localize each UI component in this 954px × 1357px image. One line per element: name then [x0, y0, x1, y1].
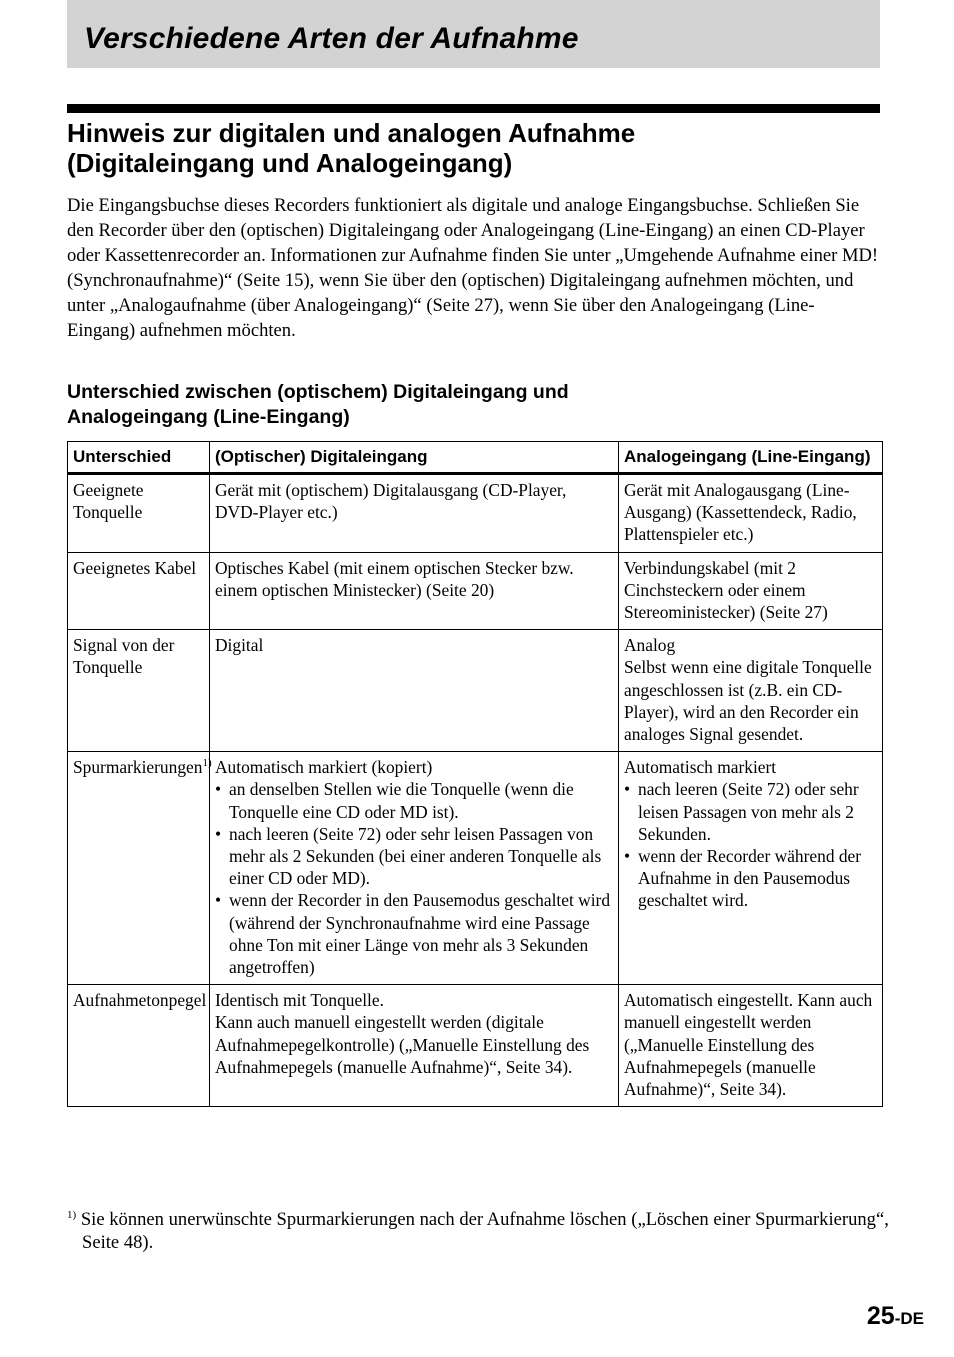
digital-cell: Optisches Kabel (mit einem optischen Stecker bzw. einem optischen Ministecker) (Seite 20): [210, 552, 619, 630]
page-number: [867, 1302, 924, 1331]
table-row: [68, 552, 883, 630]
row-label: Aufnahmetonpegel: [68, 985, 210, 1107]
analog-cell: Verbindungskabel (mit 2 Cinchsteckern oder einem Stereoministecker) (Seite 27): [619, 552, 883, 630]
header-unterschied: Unterschied: [68, 442, 210, 474]
digital-cell: [210, 985, 619, 1107]
table-row: [68, 985, 883, 1107]
comparison-table: [67, 441, 883, 1107]
bullet-item: • wenn der Recorder in den Pausemodus geschaltet wird (während der Synchronaufnahme wird eine Passage ohne Ton mit einer Länge von mehr als 3 Sekunden angetroffen): [215, 889, 614, 978]
table-row: [68, 752, 883, 985]
footnote: [67, 1208, 897, 1254]
header-analog: Analogeingang (Line-Eingang): [619, 442, 883, 474]
table-row: [68, 630, 883, 752]
table-header-row: [68, 442, 883, 474]
analog-cell: [619, 752, 883, 985]
digital-cell: Digital: [210, 630, 619, 752]
chapter-title: Verschiedene Arten der Aufnahme: [84, 22, 579, 55]
section-rule: [67, 104, 880, 113]
analog-cell: [619, 630, 883, 752]
digital-cell-line1: Identisch mit Tonquelle.: [215, 990, 384, 1011]
analog-cell-line1: Analog: [624, 635, 676, 656]
analog-cell-intro: Automatisch markiert: [624, 757, 777, 778]
bullet-item: • nach leeren (Seite 72) oder sehr leisen Passagen von mehr als 2 Sekunden (bei einer anderen Tonquelle als einer CD oder MD).: [215, 823, 614, 890]
footnote-text: Sie können unerwünschte Spurmarkierungen nach der Aufnahme löschen („Löschen einer Spurmarkierung“, Seite 48).: [80, 1209, 889, 1253]
digital-cell: [210, 752, 619, 985]
subsection-title-line2: Analogeingang (Line-Eingang): [67, 406, 350, 428]
subsection-title: [67, 380, 887, 430]
bullet-item: • nach leeren (Seite 72) oder sehr leisen Passagen von mehr als 2 Sekunden.: [624, 778, 878, 845]
analog-cell-line2: Selbst wenn eine digitale Tonquelle angeschlossen ist (z.B. ein CD-Player), wird an den Recorder ein analoges Signal gesendet.: [624, 657, 872, 745]
table-row: [68, 474, 883, 553]
bullet-item: • an denselben Stellen wie die Tonquelle (wenn die Tonquelle eine CD oder MD ist).: [215, 778, 614, 822]
bullet-item: • wenn der Recorder während der Aufnahme in den Pausemodus geschaltet wird.: [624, 845, 878, 912]
digital-cell-intro: Automatisch markiert (kopiert): [215, 757, 433, 778]
row-label: Geeignete Tonquelle: [68, 474, 210, 553]
page-number-suffix: -DE: [894, 1309, 924, 1328]
section-title: [67, 118, 887, 178]
digital-bullet-list: [215, 778, 614, 978]
row-label: Signal von der Tonquelle: [68, 630, 210, 752]
intro-paragraph: Die Eingangsbuchse dieses Recorders funktioniert als digitale und analoge Eingangsbuchse. Schließen Sie den Recorder über den (optischen) Digitaleingang oder Analogeingang (Line-Eingang) an einen CD-Player oder Kassettenrecorder an. Informationen zur Aufnahme finden Sie unter „Umgehende Aufnahme einer MD! (Synchronaufnahme)“ (Seite 15), wenn Sie über den (optischen) Digitaleingang aufnehmen möchten, und unter „Analogaufnahme (über Analogeingang)“ (Seite 27), wenn Sie über den Analogeingang (Line-Eingang) aufnehmen möchten.: [67, 195, 879, 341]
analog-bullet-list: [624, 778, 878, 911]
section-title-line2: (Digitaleingang und Analogeingang): [67, 148, 513, 178]
digital-cell-line2: Kann auch manuell eingestellt werden (digitale Aufnahmepegelkontrolle) („Manuelle Einstellung des Aufnahmepegels (manuelle Aufnahme)“, Seite 34).: [215, 1012, 590, 1077]
analog-cell: Gerät mit Analogausgang (Line-Ausgang) (Kassettendeck, Radio, Plattenspieler etc.): [619, 474, 883, 553]
header-digital: (Optischer) Digitaleingang: [210, 442, 619, 474]
analog-cell: Automatisch eingestellt. Kann auch manuell eingestellt werden („Manuelle Einstellung des Aufnahmepegels (manuelle Aufnahme)“, Seite 34).: [619, 985, 883, 1107]
chapter-header: [67, 0, 880, 68]
section-title-line1: Hinweis zur digitalen und analogen Aufnahme: [67, 118, 636, 148]
row-label-text: Spurmarkierungen: [73, 757, 203, 778]
digital-cell: Gerät mit (optischem) Digitalausgang (CD-Player, DVD-Player etc.): [210, 474, 619, 553]
page-number-value: 25: [866, 1302, 895, 1330]
footnote-marker: 1): [67, 1208, 77, 1221]
subsection-title-line1: Unterschied zwischen (optischem) Digitaleingang und: [67, 381, 569, 403]
footnote-ref: 1): [202, 757, 212, 770]
row-label: Geeignetes Kabel: [68, 552, 210, 630]
row-label: [68, 752, 210, 985]
